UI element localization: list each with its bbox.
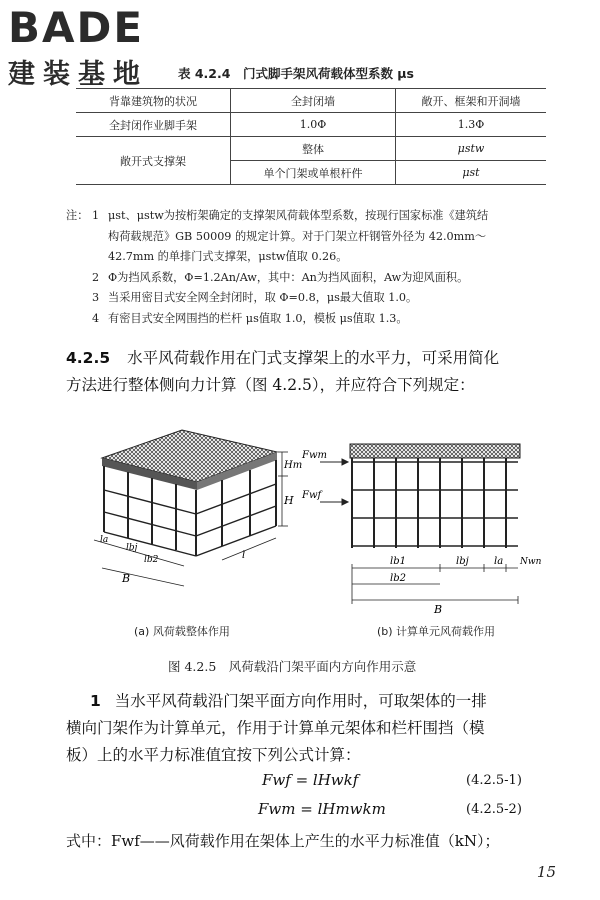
- table-header-cell: 敞开、框架和开洞墙: [396, 89, 547, 113]
- elevation-dimensions: [352, 564, 518, 604]
- note-number: 3: [92, 291, 100, 304]
- label-la-b: la: [494, 556, 504, 567]
- table-cell: 1.0Φ: [231, 113, 396, 137]
- logo: [8, 3, 178, 91]
- section-number: 4.2.5: [66, 349, 111, 367]
- table-cell: 全封闭作业脚手架: [76, 113, 231, 137]
- note-1-cont: [66, 227, 556, 248]
- paragraph-text: 板）上的水平力标准值宜按下列公式计算：: [66, 746, 361, 764]
- note-text: 42.7mm 的单排门式支撑架，μstw值取 0.26。: [108, 250, 348, 263]
- note-text: 当采用密目式安全网全封闭时，取 Φ=0.8，μs最大值取 1.0。: [108, 291, 418, 304]
- formula-1-number: (4.2.5-1): [466, 773, 522, 788]
- note-text: Φ为挡风系数，Φ=1.2An/Aw，其中：An为挡风面积，Aw为迎风面积。: [108, 270, 469, 284]
- table-header-cell: 背靠建筑物的状况: [76, 89, 231, 113]
- where-clause: 式中：Fwf——风荷载作用在架体上产生的水平力标准值（kN）；: [66, 832, 500, 850]
- label-lb1: lb1: [390, 556, 406, 567]
- figure-a-caption: (a) 风荷载整体作用: [134, 625, 230, 638]
- section-4-2-5: [66, 345, 556, 399]
- label-l: l: [242, 550, 246, 561]
- label-Fwf: Fwf: [302, 490, 322, 501]
- paragraph-text: 横向门架作为计算单元，作用于计算单元架体和栏杆围挡（模: [66, 719, 485, 737]
- table-notes: [66, 206, 556, 329]
- note-number: 2: [92, 270, 100, 284]
- label-lb2: lb2: [144, 555, 159, 565]
- formula-2-number: (4.2.5-2): [466, 802, 522, 817]
- calc-unit-figure: [298, 428, 548, 628]
- figure-caption: 图 4.2.5 风荷载沿门架平面内方向作用示意: [168, 659, 417, 674]
- paragraph-number: 1: [90, 692, 101, 710]
- label-Fwm: Fwm: [302, 450, 327, 461]
- table-caption: 表 4.2.4 门式脚手架风荷载体型系数 μs: [178, 66, 414, 81]
- paragraph-line: [66, 688, 556, 715]
- table-row: [76, 137, 546, 161]
- table-cell: μst: [396, 161, 547, 185]
- coefficient-table: [76, 88, 546, 185]
- note-1-cont: [66, 247, 556, 268]
- side-horizontals: [196, 484, 276, 556]
- elevation-horizontals: [352, 462, 518, 546]
- label-B: B: [122, 572, 131, 585]
- note-text: 有密目式安全网围挡的栏杆 μs值取 1.0，模板 μs值取 1.3。: [108, 311, 408, 325]
- force-arrows: [320, 459, 348, 505]
- label-B-b: B: [434, 603, 443, 616]
- deck-section: [350, 444, 520, 458]
- logo-subtitle: 建装基地: [8, 59, 148, 90]
- table-cell: 1.3Φ: [396, 113, 547, 137]
- note-number: 1: [92, 209, 100, 222]
- label-lb2-b: lb2: [390, 573, 406, 584]
- label-lbj: lbj: [126, 543, 138, 553]
- note-number: 4: [92, 311, 100, 325]
- table-cell: 单个门架或单根杆件: [231, 161, 396, 185]
- note-2: [66, 268, 556, 289]
- formula-1: Fwf = lHwkf: [262, 771, 359, 789]
- note-text: 构荷载规范》GB 50009 的规定计算。对于门架立杆钢管外径为 42.0mm～: [108, 229, 487, 243]
- scaffold-3d-figure: [92, 420, 303, 590]
- table-header-row: [76, 89, 546, 113]
- front-horizontals: [104, 490, 196, 556]
- figure-b-caption: (b) 计算单元风荷载作用: [377, 625, 496, 638]
- table-row: [76, 113, 546, 137]
- label-lbj-b: lbj: [456, 556, 469, 567]
- table-cell: μstw: [396, 137, 547, 161]
- label-Nwn: Nwn: [520, 557, 542, 567]
- section-text: 水平风荷载作用在门式支撑架上的水平力，可采用简化: [127, 349, 500, 367]
- label-la: la: [100, 535, 109, 545]
- note-3: [66, 288, 556, 309]
- label-H: H: [284, 494, 294, 507]
- note-text: μst、μstw为按桁架确定的支撑架风荷载体型系数，按现行国家标准《建筑结: [108, 209, 489, 222]
- page-number: 15: [536, 863, 556, 881]
- section-text: 方法进行整体侧向力计算（图 4.2.5），并应符合下列规定：: [66, 376, 475, 394]
- label-Hm: Hm: [284, 460, 303, 471]
- note-1: [66, 206, 556, 227]
- paragraph-text: 当水平风荷载沿门架平面方向作用时，可取架体的一排: [114, 692, 487, 710]
- elevation-verticals: [352, 458, 506, 548]
- logo-wordmark: BADE: [8, 3, 145, 52]
- formula-2: Fwm = lHmwkm: [258, 800, 386, 818]
- note-4: [66, 309, 556, 330]
- section-line: [66, 345, 556, 372]
- notes-label: 注：: [66, 209, 89, 222]
- table-cell: 整体: [231, 137, 396, 161]
- paragraph-1: [66, 688, 556, 769]
- table-cell: 敞开式支撑架: [76, 137, 231, 185]
- table-header-cell: 全封闭墙: [231, 89, 396, 113]
